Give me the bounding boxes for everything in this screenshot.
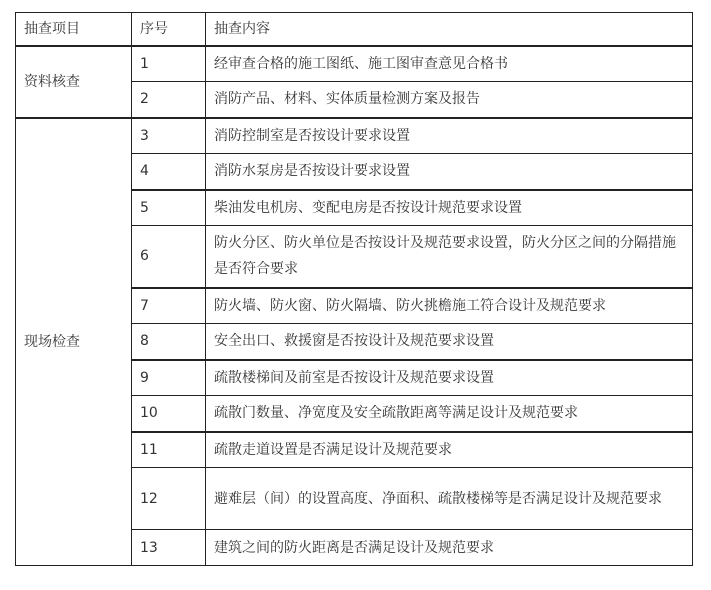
- table-header-row: [16, 13, 693, 46]
- row-content: 经审查合格的施工图纸、施工图审查意见合格书: [206, 46, 693, 82]
- row-content: 消防产品、材料、实体质量检测方案及报告: [206, 82, 693, 118]
- group-label: 现场检查: [16, 118, 132, 566]
- row-number: 9: [132, 360, 206, 396]
- row-number: 7: [132, 288, 206, 324]
- row-content: 疏散走道设置是否满足设计及规范要求: [206, 432, 693, 468]
- row-content: 防火墙、防火窗、防火隔墙、防火挑檐施工符合设计及规范要求: [206, 288, 693, 324]
- row-number: 2: [132, 82, 206, 118]
- header-number: 序号: [132, 13, 206, 46]
- row-content: 避难层（间）的设置高度、净面积、疏散楼梯等是否满足设计及规范要求: [206, 468, 693, 530]
- row-number: 11: [132, 432, 206, 468]
- header-category: 抽查项目: [16, 13, 132, 46]
- row-number: 4: [132, 154, 206, 190]
- row-content: 消防控制室是否按设计要求设置: [206, 118, 693, 154]
- row-number: 12: [132, 468, 206, 530]
- row-number: 10: [132, 396, 206, 432]
- row-content: 防火分区、防火单位是否按设计及规范要求设置，防火分区之间的分隔措施是否符合要求: [206, 226, 693, 288]
- table-row: [16, 118, 693, 154]
- table-row: [16, 46, 693, 82]
- group-label: 资料核查: [16, 46, 132, 118]
- row-content: 疏散楼梯间及前室是否按设计及规范要求设置: [206, 360, 693, 396]
- row-content: 消防水泵房是否按设计要求设置: [206, 154, 693, 190]
- row-number: 3: [132, 118, 206, 154]
- row-number: 5: [132, 190, 206, 226]
- inspection-table: [15, 12, 693, 566]
- row-content: 疏散门数量、净宽度及安全疏散距离等满足设计及规范要求: [206, 396, 693, 432]
- header-content: 抽查内容: [206, 13, 693, 46]
- row-number: 8: [132, 324, 206, 360]
- row-content: 柴油发电机房、变配电房是否按设计规范要求设置: [206, 190, 693, 226]
- row-number: 1: [132, 46, 206, 82]
- row-number: 13: [132, 530, 206, 566]
- row-number: 6: [132, 226, 206, 288]
- row-content: 建筑之间的防火距离是否满足设计及规范要求: [206, 530, 693, 566]
- row-content: 安全出口、救援窗是否按设计及规范要求设置: [206, 324, 693, 360]
